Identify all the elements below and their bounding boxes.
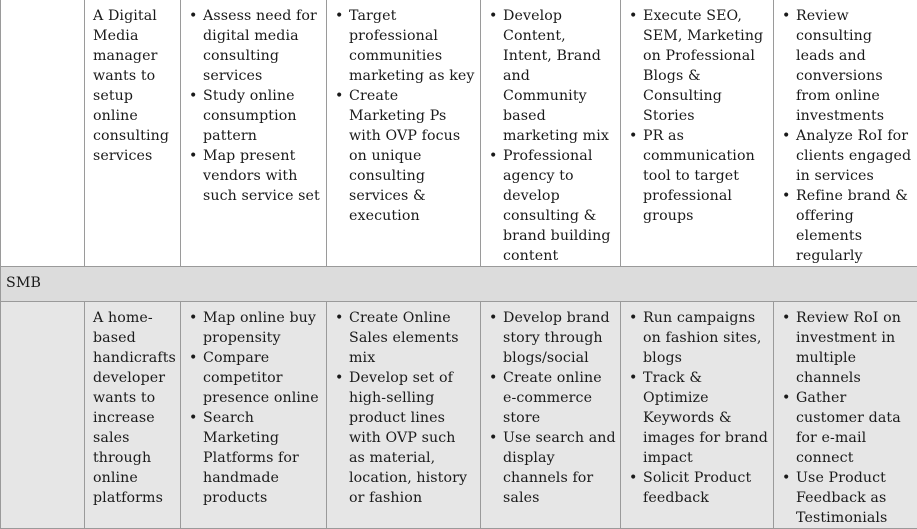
list-item: • Use search and display channels for sales (486, 428, 616, 508)
scenario-cell (85, 0, 181, 267)
step-cell (327, 0, 481, 267)
list-item: • Track & Optimize Keywords & images for brand impact (626, 368, 769, 468)
bullet-list (486, 6, 616, 266)
row-label-cell (1, 0, 85, 267)
list-item: • Assess need for digital media consulting services (186, 6, 322, 86)
list-item: • Professional agency to develop consulting & brand building content (486, 146, 616, 266)
table-row (1, 0, 917, 267)
section-label-smb: SMB (1, 267, 917, 302)
list-item: • Create online e-commerce store (486, 368, 616, 428)
bullet-list (779, 6, 913, 266)
scenario-text: A Digital Media manager wants to setup online consulting services (90, 6, 176, 166)
list-item: • Review RoI on investment in multiple channels (779, 308, 913, 388)
bullet-list (626, 6, 769, 226)
list-item: • Solicit Product feedback (626, 468, 769, 508)
scenario-text: A home-based handicrafts developer wants to increase sales through online platforms (90, 308, 176, 508)
scenario-cell (85, 302, 181, 529)
list-item: • Develop Content, Intent, Brand and Community based marketing mix (486, 6, 616, 146)
list-item: • Refine brand & offering elements regularly (779, 186, 913, 266)
bullet-list (332, 308, 476, 508)
step-cell (481, 302, 621, 529)
step-cell (181, 0, 327, 267)
list-item: • Map online buy propensity (186, 308, 322, 348)
bullet-list (626, 308, 769, 508)
bullet-list (186, 6, 322, 206)
step-cell (621, 0, 774, 267)
list-item: • Execute SEO, SEM, Marketing on Professional Blogs & Consulting Stories (626, 6, 769, 126)
list-item: • Review consulting leads and conversions from online investments (779, 6, 913, 126)
list-item: • Search Marketing Platforms for handmade products (186, 408, 322, 508)
step-cell (774, 0, 917, 267)
bullet-list (779, 308, 913, 528)
list-item: • Analyze RoI for clients engaged in services (779, 126, 913, 186)
list-item: • Gather customer data for e-mail connect (779, 388, 913, 468)
table-row (1, 302, 917, 529)
bullet-list (332, 6, 476, 226)
list-item: • Develop set of high-selling product lines with OVP such as material, location, history or fashion (332, 368, 476, 508)
step-cell (621, 302, 774, 529)
list-item: • Develop brand story through blogs/social (486, 308, 616, 368)
list-item: • Map present vendors with such service set (186, 146, 322, 206)
list-item: • Compare competitor presence online (186, 348, 322, 408)
step-cell (481, 0, 621, 267)
step-cell (327, 302, 481, 529)
bullet-list (186, 308, 322, 508)
list-item: • PR as communication tool to target professional groups (626, 126, 769, 226)
list-item: • Run campaigns on fashion sites, blogs (626, 308, 769, 368)
bullet-list (486, 308, 616, 508)
list-item: • Target professional communities marketing as key (332, 6, 476, 86)
step-cell (774, 302, 917, 529)
list-item: • Create Marketing Ps with OVP focus on unique consulting services & execution (332, 86, 476, 226)
row-label-cell (1, 302, 85, 529)
list-item: • Create Online Sales elements mix (332, 308, 476, 368)
step-cell (181, 302, 327, 529)
list-item: • Use Product Feedback as Testimonials (779, 468, 913, 528)
section-row (1, 267, 917, 302)
list-item: • Study online consumption pattern (186, 86, 322, 146)
